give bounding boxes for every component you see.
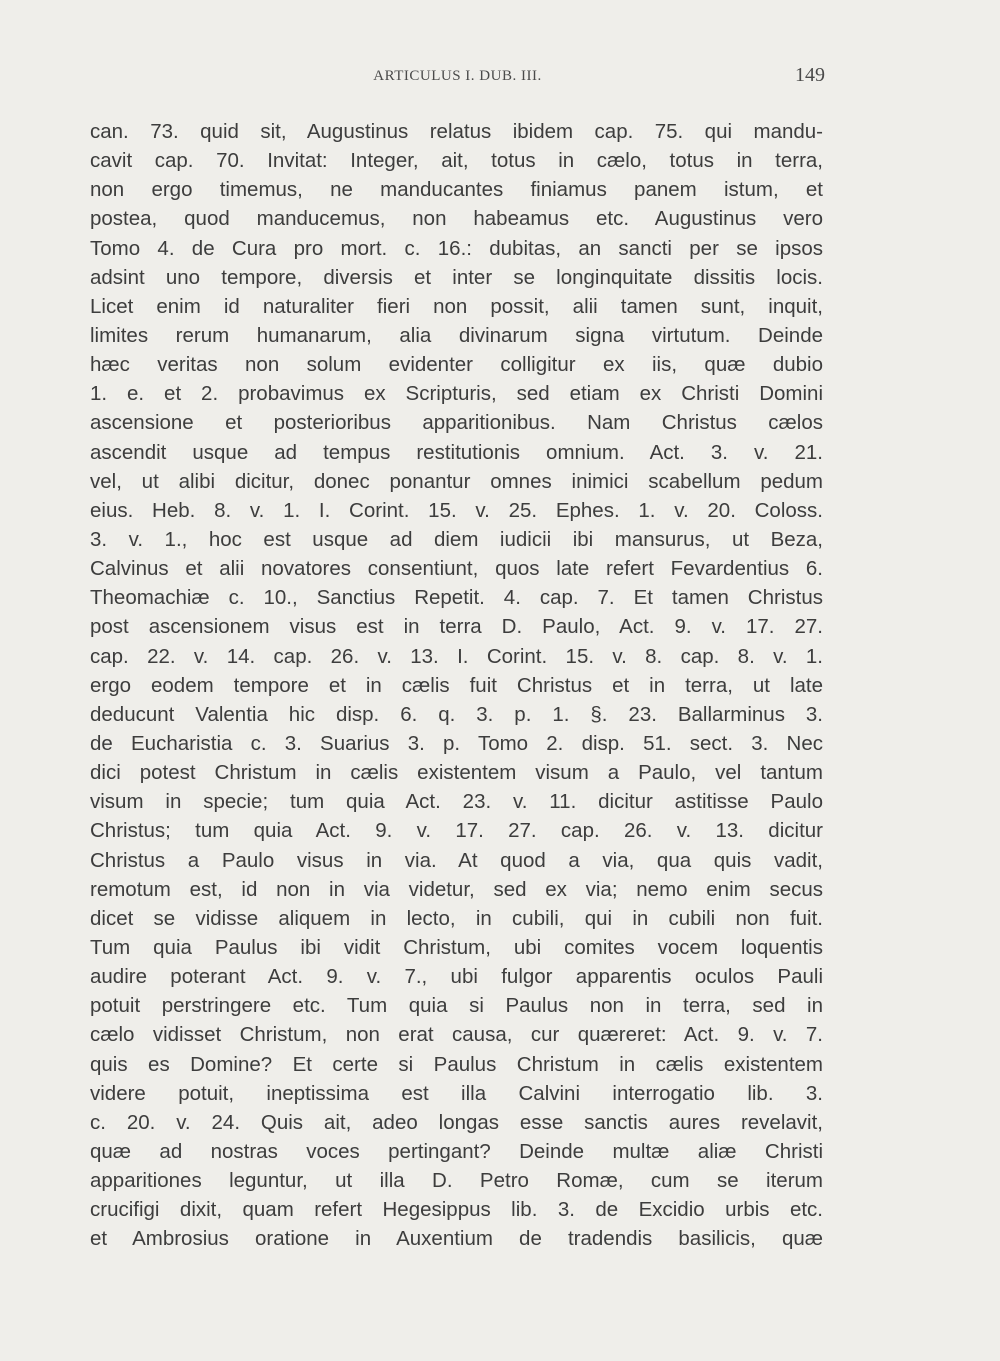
text-line: c. 20. v. 24. Quis ait, adeo longas esse sanctis aures revelavit, [90, 1110, 823, 1134]
text-line: adsint uno tempore, diversis et inter se longinquitate dissitis locis. [90, 265, 823, 289]
text-line: cap. 22. v. 14. cap. 26. v. 13. I. Corint. 15. v. 8. cap. 8. v. 1. [90, 644, 823, 668]
text-line: cælo vidisset Christum, non erat causa, cur quæreret: Act. 9. v. 7. [90, 1023, 823, 1047]
text-line: Calvinus et alii novatores consentiunt, quos late refert Fevardentius 6. [90, 557, 823, 581]
text-line: deducunt Valentia hic disp. 6. q. 3. p. 1. §. 23. Ballarminus 3. [90, 702, 823, 726]
text-line: non ergo timemus, ne manducantes finiamus panem istum, et [90, 178, 823, 202]
text-line: audire poterant Act. 9. v. 7., ubi fulgor apparentis oculos Pauli [90, 965, 823, 989]
text-line: Tum quia Paulus ibi vidit Christum, ubi comites vocem loquentis [90, 935, 823, 959]
text-line: videre potuit, ineptissima est illa Calvini interrogatio lib. 3. [90, 1081, 823, 1105]
text-line: dici potest Christum in cælis existentem visum a Paulo, vel tantum [90, 761, 823, 785]
running-title: ARTICULUS I. DUB. III. [373, 68, 542, 84]
text-line: ascendit usque ad tempus restitutionis omnium. Act. 3. v. 21. [90, 440, 823, 464]
text-line: Christus a Paulo visus in via. At quod a via, qua quis vadit, [90, 848, 823, 872]
text-line: Licet enim id naturaliter fieri non possit, alii tamen sunt, inquit, [90, 294, 823, 318]
text-line: de Eucharistia c. 3. Suarius 3. p. Tomo 2. disp. 51. sect. 3. Nec [90, 731, 823, 755]
text-line: hæc veritas non solum evidenter colligitur ex iis, quæ dubio [90, 353, 823, 377]
text-line: post ascensionem visus est in terra D. Paulo, Act. 9. v. 17. 27. [90, 615, 823, 639]
text-line: et Ambrosius oratione in Auxentium de tradendis basilicis, quæ [90, 1227, 823, 1251]
text-line: Tomo 4. de Cura pro mort. c. 16.: dubitas, an sancti per se ipsos [90, 236, 823, 260]
text-line: apparitiones leguntur, ut illa D. Petro Romæ, cum se iterum [90, 1169, 823, 1193]
page-number: 149 [795, 64, 825, 86]
text-line: quæ ad nostras voces pertingant? Deinde multæ aliæ Christi [90, 1139, 823, 1163]
text-line: crucifigi dixit, quam refert Hegesippus lib. 3. de Excidio urbis etc. [90, 1198, 823, 1222]
text-line: cavit cap. 70. Invitat: Integer, ait, totus in cælo, totus in terra, [90, 149, 823, 173]
text-line: ascensione et posterioribus apparitionibus. Nam Christus cælos [90, 411, 823, 435]
text-line: dicet se vidisse aliquem in lecto, in cubili, qui in cubili non fuit. [90, 906, 823, 930]
text-line: Theomachiæ c. 10., Sanctius Repetit. 4. cap. 7. Et tamen Christus [90, 586, 823, 610]
running-header [90, 64, 825, 90]
text-line: 1. e. et 2. probavimus ex Scripturis, sed etiam ex Christi Domini [90, 382, 823, 406]
text-line: ergo eodem tempore et in cælis fuit Christus et in terra, ut late [90, 673, 823, 697]
text-line: postea, quod manducemus, non habeamus etc. Augustinus vero [90, 207, 823, 231]
text-line: can. 73. quid sit, Augustinus relatus ibidem cap. 75. qui mandu- [90, 120, 823, 143]
text-line: remotum est, id non in via videtur, sed ex via; nemo enim secus [90, 877, 823, 901]
text-line: eius. Heb. 8. v. 1. I. Corint. 15. v. 25. Ephes. 1. v. 20. Coloss. [90, 498, 823, 522]
text-line: vel, ut alibi dicitur, donec ponantur omnes inimici scabellum pedum [90, 469, 823, 493]
text-line: Christus; tum quia Act. 9. v. 17. 27. cap. 26. v. 13. dicitur [90, 819, 823, 843]
text-line: potuit perstringere etc. Tum quia si Paulus non in terra, sed in [90, 994, 823, 1018]
body-text [90, 117, 823, 1253]
text-line: limites rerum humanarum, alia divinarum signa virtutum. Deinde [90, 323, 823, 347]
text-line: quis es Domine? Et certe si Paulus Christum in cælis existentem [90, 1052, 823, 1076]
text-line: visum in specie; tum quia Act. 23. v. 11. dicitur astitisse Paulo [90, 790, 823, 814]
text-line: 3. v. 1., hoc est usque ad diem iudicii ibi mansurus, ut Beza, [90, 527, 823, 551]
